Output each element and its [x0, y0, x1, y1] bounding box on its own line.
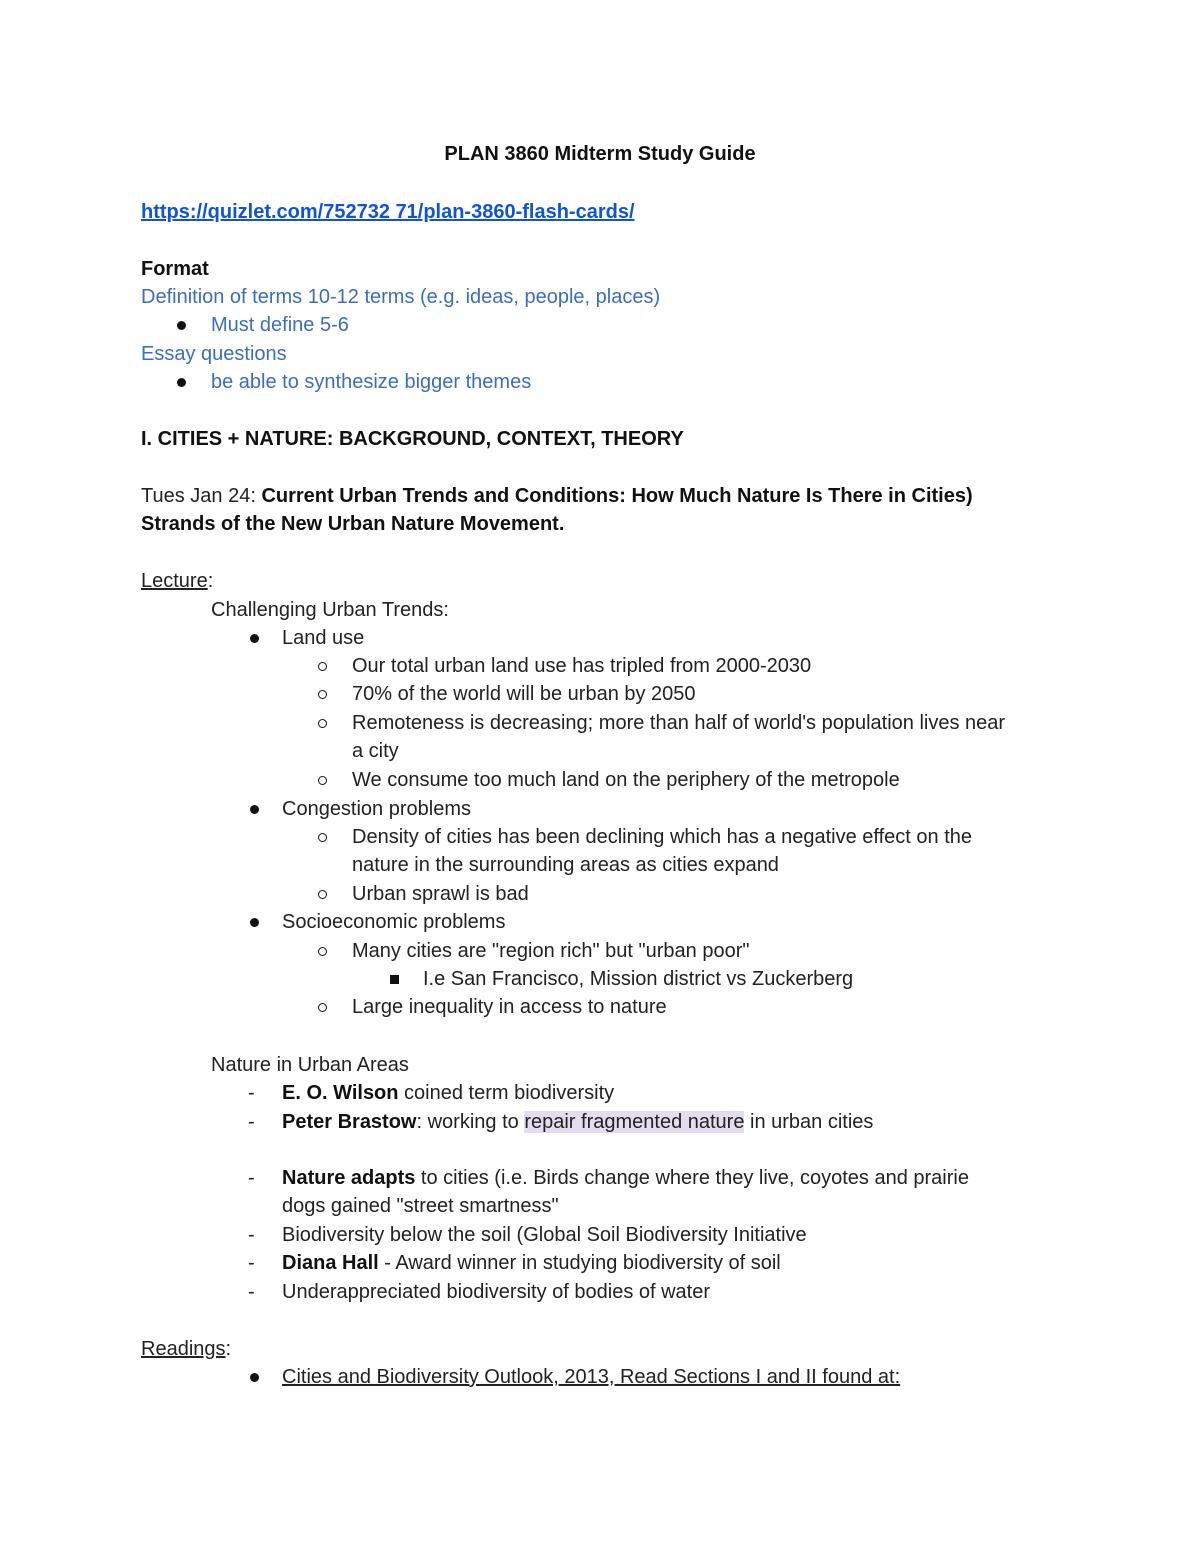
item-socioeconomic: Socioeconomic problems: [282, 911, 506, 933]
nature-adapts-continued: dogs gained "street smartness": [282, 1195, 559, 1217]
page-title: PLAN 3860 Midterm Study Guide: [444, 143, 756, 165]
sub-item: Large inequality in access to nature: [352, 996, 667, 1018]
date-title-2: Strands of the New Urban Nature Movement.: [141, 513, 565, 535]
nature-hall: [282, 1249, 781, 1277]
nature-water: Underappreciated biodiversity of bodies of water: [282, 1281, 711, 1303]
sub-item: We consume too much land on the periphery of the metropole: [352, 769, 900, 791]
highlighted-text: repair fragmented nature: [524, 1111, 745, 1133]
brastow-name: Peter Brastow: [282, 1111, 417, 1133]
lecture-colon: :: [207, 570, 214, 592]
circle-bullet-icon: [318, 776, 327, 785]
lecture-subhead: Challenging Urban Trends:: [211, 599, 449, 621]
bullet-icon: [177, 378, 186, 387]
adapts-bold: Nature adapts: [282, 1167, 416, 1189]
sub-item: Urban sprawl is bad: [352, 883, 529, 905]
section-heading: I. CITIES + NATURE: BACKGROUND, CONTEXT, THEORY: [141, 428, 684, 450]
wilson-name: E. O. Wilson: [282, 1082, 399, 1104]
sub-item: Remoteness is decreasing; more than half of world's population lives near: [352, 712, 1006, 734]
readings-label: Readings: [141, 1338, 226, 1360]
sub-item: Many cities are "region rich" but "urban poor": [352, 940, 750, 962]
date-line: [141, 482, 973, 510]
bullet-icon: [177, 321, 186, 330]
wilson-text: coined term biodiversity: [398, 1082, 615, 1104]
circle-bullet-icon: [318, 719, 327, 728]
date-prefix: Tues Jan 24:: [141, 485, 262, 507]
date-title-1: Current Urban Trends and Conditions: How Much Nature Is There in Cities): [261, 485, 973, 507]
sub-item: 70% of the world will be urban by 2050: [352, 683, 696, 705]
brastow-end: in urban cities: [744, 1111, 874, 1133]
reading-link[interactable]: Cities and Biodiversity Outlook, 2013, Read Sections I and II found at:: [282, 1366, 901, 1388]
sub-item-continued: a city: [352, 740, 399, 762]
sub-sub-item: I.e San Francisco, Mission district vs Zuckerberg: [423, 968, 854, 990]
dash-icon: -: [248, 1167, 255, 1189]
nature-subhead: Nature in Urban Areas: [211, 1054, 409, 1076]
circle-bullet-icon: [318, 890, 327, 899]
readings-colon: :: [225, 1338, 232, 1360]
format-bullet-synthesize: be able to synthesize bigger themes: [211, 371, 532, 393]
circle-bullet-icon: [318, 947, 327, 956]
format-line-essay: Essay questions: [141, 343, 287, 365]
circle-bullet-icon: [318, 833, 327, 842]
item-land-use: Land use: [282, 627, 365, 649]
format-line-definitions: Definition of terms 10-12 terms (e.g. ideas, people, places): [141, 286, 661, 308]
lecture-label: Lecture: [141, 570, 208, 592]
item-congestion: Congestion problems: [282, 798, 471, 820]
readings-label-line: [141, 1335, 231, 1363]
sub-item-continued: nature in the surrounding areas as cities expand: [352, 854, 779, 876]
brastow-text: : working to: [416, 1111, 525, 1133]
bullet-icon: [250, 1373, 259, 1382]
nature-soil: Biodiversity below the soil (Global Soil Biodiversity Initiative: [282, 1224, 807, 1246]
nature-brastow: [282, 1108, 873, 1136]
circle-bullet-icon: [318, 662, 327, 671]
sub-item: Our total urban land use has tripled from 2000-2030: [352, 655, 812, 677]
bullet-icon: [250, 805, 259, 814]
format-bullet-define: Must define 5-6: [211, 314, 349, 336]
dash-icon: -: [248, 1111, 255, 1133]
nature-adapts: [282, 1164, 969, 1192]
bullet-icon: [250, 634, 259, 643]
circle-bullet-icon: [318, 1003, 327, 1012]
dash-icon: -: [248, 1252, 255, 1274]
hall-name: Diana Hall: [282, 1252, 379, 1274]
lecture-label-line: [141, 567, 213, 595]
sub-item: Density of cities has been declining which has a negative effect on the: [352, 826, 973, 848]
adapts-text: to cities (i.e. Birds change where they live, coyotes and prairie: [415, 1167, 969, 1189]
hall-text: - Award winner in studying biodiversity of soil: [378, 1252, 781, 1274]
format-heading: Format: [141, 258, 209, 280]
dash-icon: -: [248, 1224, 255, 1246]
square-bullet-icon: [390, 975, 399, 984]
dash-icon: -: [248, 1281, 255, 1303]
bullet-icon: [250, 918, 259, 927]
nature-wilson: [282, 1079, 614, 1107]
dash-icon: -: [248, 1082, 255, 1104]
circle-bullet-icon: [318, 690, 327, 699]
quizlet-link[interactable]: https://quizlet.com/752732 71/plan-3860-flash-cards/: [141, 201, 635, 223]
